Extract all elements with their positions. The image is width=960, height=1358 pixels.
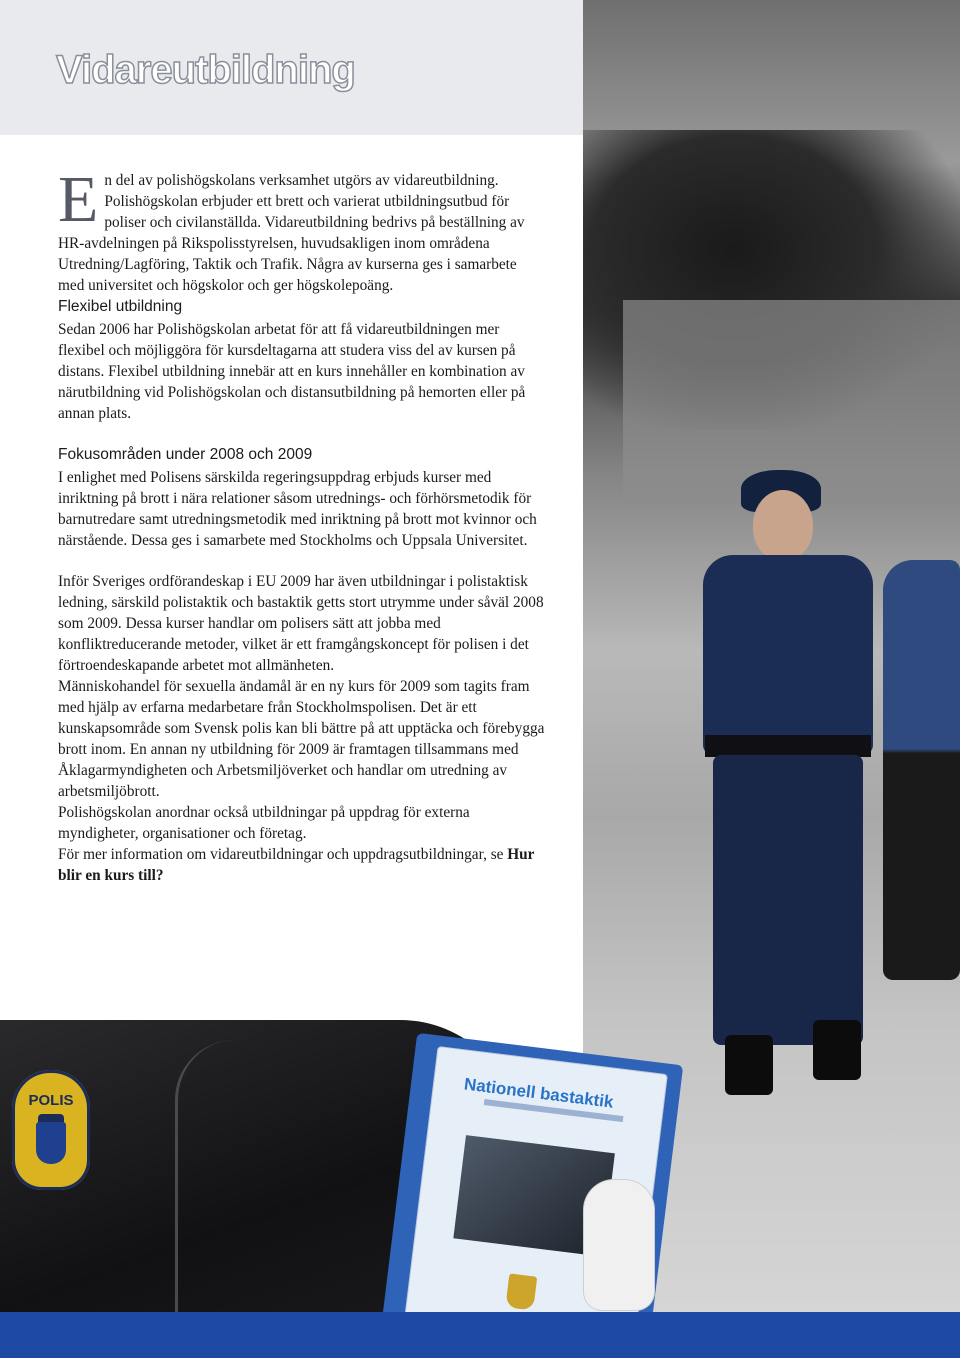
section-text: Sedan 2006 har Polishögskolan arbetat för att få vidareutbildningen mer flexibel och möjliggöra för kursdeltagarna att studera viss del av kursen på distans. Flexibel utbildning innebär att en kurs innehåller en kombination av närutbildning vid Polishögskolan och distansutbildning på hemorten eller på annan plats. xyxy=(58,321,526,422)
jacket-seam xyxy=(175,1040,258,1358)
intro-paragraph xyxy=(58,163,546,296)
patch-text: POLIS xyxy=(28,1092,74,1109)
section-text: I enlighet med Polisens särskilda regeringsuppdrag erbjuds kurser med inriktning på brott i nära relationer såsom utrednings- och förhörsmetodik för barnutredare samt utredningsmetodik med inriktning på brott mot kvinnor och närstående. Dessa ges i samarbete med Stockholms och Uppsala Universitet. xyxy=(58,469,537,549)
intro-text: n del av polishögskolans verksamhet utgörs av vidareutbildning. Polishögskolan erbjuder ett brett och varierat utbildningsutbud för poliser och civilanställda. Vidareutbildning bedrivs på beställning av HR-avdelningen på Rikspolisstyrelsen, huvudsakligen inom områdena Utredning/Lagföring, Taktik och Trafik. Några av kurserna ges i samarbete med universitet och högskolor och ger högskolepoäng. xyxy=(58,172,525,294)
title-band xyxy=(0,0,583,135)
document-title: Nationell bastaktik xyxy=(463,1074,615,1112)
polis-shoulder-patch xyxy=(12,1070,90,1190)
section-heading: Fokusområden under 2008 och 2009 xyxy=(58,446,313,463)
section-flexibel-utbildning xyxy=(58,296,546,424)
pedestrian-figure xyxy=(883,560,960,980)
paragraph-manniskohandel: Människohandel för sexuella ändamål är en ny kurs för 2009 som tagits fram med hjälp av erfarna medarbetare från Stockholmspolisen. Det är ett kunskapsområde som Svensk polis kan bli bättre på att upptäcka och förebygga brott inom. En annan ny utbildning för 2009 är framtagen tillsammans med Åklagarmyndigheten och Arbetsmiljöverket och handlar om utredning av arbetsmiljöbrott. xyxy=(58,678,545,800)
officer-head xyxy=(753,490,813,560)
drop-cap: E xyxy=(58,163,99,236)
more-info-text: För mer information om vidareutbildningar och uppdragsutbildningar, se xyxy=(58,846,508,863)
crest-icon xyxy=(36,1122,66,1164)
photo-jacket-and-binder xyxy=(0,1020,700,1358)
footer-bar xyxy=(0,1312,960,1358)
section-heading: Flexibel utbildning xyxy=(58,298,183,315)
police-crest-icon xyxy=(505,1273,537,1310)
white-glove xyxy=(584,1180,654,1310)
officer-trousers xyxy=(713,755,863,1045)
section-fokusomraden xyxy=(58,444,546,551)
police-officer-figure xyxy=(643,470,873,1110)
paragraph-externa-uppdrag: Polishögskolan anordnar också utbildningar på uppdrag för externa myndigheter, organisationer och företag. xyxy=(58,804,470,842)
boot-left xyxy=(725,1035,773,1095)
paragraph-eu-ordforandeskap: Inför Sveriges ordförandeskap i EU 2009 har även utbildningar i polistaktisk ledning, särskild polistaktik och bastaktik getts stort utrymme under såväl 2008 som 2009. Dessa kurser handlar om polisers sätt att jobba med konfliktreducerande metoder, vilket är ett framgångskoncept för polisen i det förtroendeskapande arbetet mot allmänheten. xyxy=(58,573,544,674)
article-body xyxy=(58,163,546,886)
boot-right xyxy=(813,1020,861,1080)
officer-uniform-shirt xyxy=(703,555,873,755)
duty-belt xyxy=(705,735,871,757)
course-reference: Hur blir en kurs till? xyxy=(58,846,535,884)
more-info-paragraph xyxy=(58,844,546,886)
page-title: Vidareutbildning xyxy=(56,48,355,92)
